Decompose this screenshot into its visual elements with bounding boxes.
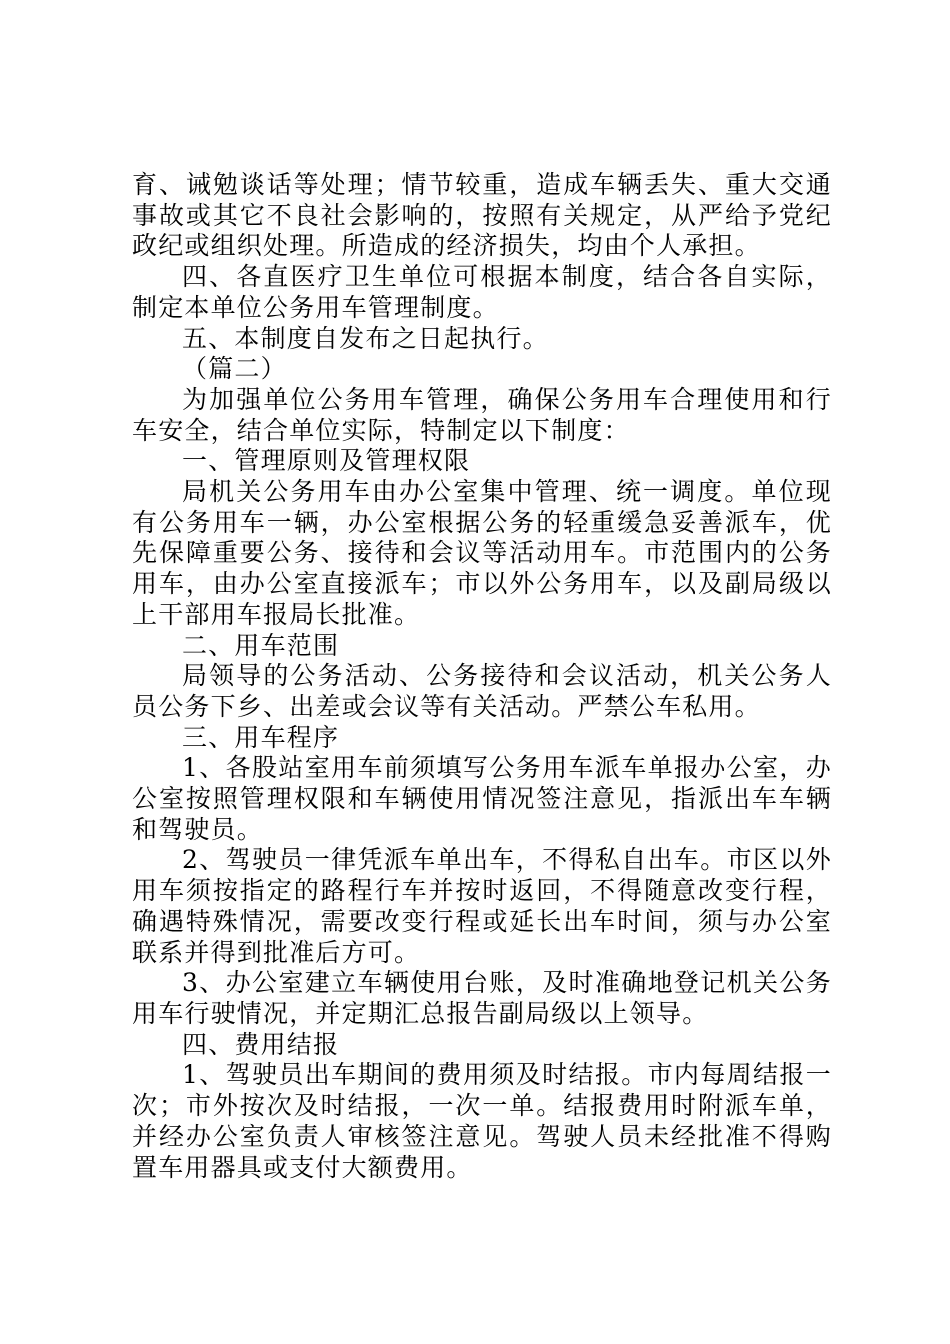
paragraph-procedure-1: 1、各股站室用车前须填写公务用车派车单报办公室，办公室按照管理权限和车辆使用情况签注意见，指派出车车辆和驾驶员。	[132, 753, 832, 844]
paragraph-management: 局机关公务用车由办公室集中管理、统一调度。单位现有公务用车一辆，办公室根据公务的轻重缓急妥善派车，优先保障重要公务、接待和会议等活动用车。市范围内的公务用车，由办公室直接派车；市以外公务用车，以及副局级以上干部用车报局长批准。	[132, 477, 832, 629]
paragraph-procedure-3: 3、办公室建立车辆使用台账，及时准确地登记机关公务用车行驶情况，并定期汇总报告副局级以上领导。	[132, 968, 832, 1028]
paragraph-procedure-2: 2、驾驶员一律凭派车单出车，不得私自出车。市区以外用车须按指定的路程行车并按时返回，不得随意改变行程，确遇特殊情况，需要改变行程或延长出车时间，须与办公室联系并得到批准后方可。	[132, 845, 832, 967]
heading-usage-scope: 二、用车范围	[182, 630, 340, 660]
paragraph-usage-scope: 局领导的公务活动、公务接待和会议活动，机关公务人员公务下乡、出差或会议等有关活动。严禁公车私用。	[132, 661, 832, 721]
paragraph-expense-1: 1、驾驶员出车期间的费用须及时结报。市内每周结报一次；市外按次及时结报，一次一单。结报费用时附派车单，并经办公室负责人审核签注意见。驾驶人员未经批准不得购置车用器具或支付大额费用。	[132, 1060, 832, 1182]
heading-expense-settlement: 四、费用结报	[182, 1029, 340, 1059]
document-page	[132, 170, 832, 1183]
paragraph-continued: 育、诫勉谈话等处理；情节较重，造成车辆丢失、重大交通事故或其它不良社会影响的，按照有关规定，从严给予党纪政纪或组织处理。所造成的经济损失，均由个人承担。	[132, 170, 832, 261]
heading-management-principles: 一、管理原则及管理权限	[182, 446, 471, 476]
paragraph-section-four: 四、各直医疗卫生单位可根据本制度，结合各自实际，制定本单位公务用车管理制度。	[132, 262, 832, 322]
heading-usage-procedure: 三、用车程序	[182, 722, 340, 752]
paragraph-intro: 为加强单位公务用车管理，确保公务用车合理使用和行车安全，结合单位实际，特制定以下制度：	[132, 384, 832, 445]
part-two-heading: （篇二）	[182, 354, 287, 384]
paragraph-section-five: 五、本制度自发布之日起执行。	[182, 323, 549, 353]
